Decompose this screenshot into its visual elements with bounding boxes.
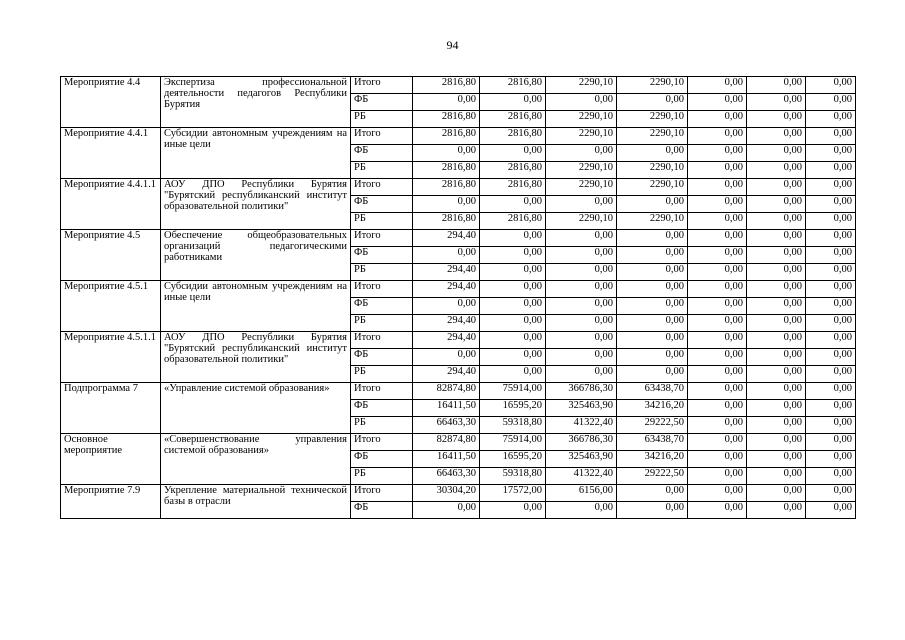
value-cell: 34216,20 (617, 400, 688, 417)
value-cell: 0,00 (806, 128, 856, 145)
value-cell: 63438,70 (617, 434, 688, 451)
value-cell: 0,00 (546, 315, 617, 332)
value-cell: 0,00 (480, 349, 546, 366)
value-cell: 2290,10 (617, 162, 688, 179)
value-cell: 0,00 (806, 298, 856, 315)
value-cell: 0,00 (546, 502, 617, 519)
value-cell: 0,00 (617, 145, 688, 162)
value-cell: 0,00 (480, 247, 546, 264)
source-cell: РБ (351, 264, 413, 281)
value-cell: 0,00 (688, 111, 747, 128)
value-cell: 0,00 (688, 400, 747, 417)
value-cell: 0,00 (688, 315, 747, 332)
value-cell: 2816,80 (480, 128, 546, 145)
value-cell: 2816,80 (413, 162, 480, 179)
source-cell: ФБ (351, 145, 413, 162)
value-cell: 294,40 (413, 332, 480, 349)
status-cell: Мероприятие 7.9 (61, 485, 161, 519)
value-cell: 0,00 (617, 315, 688, 332)
value-cell: 0,00 (806, 366, 856, 383)
value-cell: 0,00 (688, 145, 747, 162)
value-cell: 0,00 (806, 434, 856, 451)
source-cell: ФБ (351, 349, 413, 366)
value-cell: 0,00 (747, 451, 806, 468)
value-cell: 0,00 (480, 145, 546, 162)
table-row (61, 383, 856, 400)
source-cell: ФБ (351, 400, 413, 417)
value-cell: 0,00 (546, 281, 617, 298)
value-cell: 0,00 (747, 332, 806, 349)
value-cell: 2290,10 (546, 179, 617, 196)
value-cell: 294,40 (413, 366, 480, 383)
value-cell: 0,00 (617, 281, 688, 298)
value-cell: 0,00 (617, 485, 688, 502)
value-cell: 2816,80 (413, 128, 480, 145)
value-cell: 66463,30 (413, 417, 480, 434)
value-cell: 2816,80 (480, 111, 546, 128)
value-cell: 0,00 (747, 230, 806, 247)
source-cell: Итого (351, 128, 413, 145)
table-row (61, 179, 856, 196)
value-cell: 0,00 (806, 502, 856, 519)
value-cell: 2290,10 (546, 128, 617, 145)
value-cell: 0,00 (688, 128, 747, 145)
value-cell: 0,00 (688, 179, 747, 196)
value-cell: 0,00 (480, 264, 546, 281)
name-cell: АОУ ДПО Республики Бурятия "Бурятский республиканский институт образовательной политики" (161, 332, 351, 383)
source-cell: Итого (351, 332, 413, 349)
value-cell: 0,00 (747, 77, 806, 94)
value-cell: 2290,10 (546, 213, 617, 230)
value-cell: 0,00 (688, 451, 747, 468)
value-cell: 2290,10 (617, 213, 688, 230)
value-cell: 0,00 (688, 162, 747, 179)
table-row (61, 230, 856, 247)
source-cell: ФБ (351, 247, 413, 264)
value-cell: 0,00 (688, 247, 747, 264)
value-cell: 0,00 (747, 128, 806, 145)
value-cell: 0,00 (617, 298, 688, 315)
value-cell: 0,00 (480, 332, 546, 349)
value-cell: 0,00 (688, 332, 747, 349)
value-cell: 0,00 (688, 349, 747, 366)
value-cell: 0,00 (546, 264, 617, 281)
name-cell: Обеспечение общеобразовательных организаций педагогическими работниками (161, 230, 351, 281)
value-cell: 0,00 (747, 247, 806, 264)
value-cell: 16411,50 (413, 451, 480, 468)
value-cell: 0,00 (546, 145, 617, 162)
value-cell: 0,00 (747, 213, 806, 230)
value-cell: 294,40 (413, 230, 480, 247)
value-cell: 0,00 (688, 298, 747, 315)
source-cell: РБ (351, 162, 413, 179)
value-cell: 16411,50 (413, 400, 480, 417)
value-cell: 0,00 (688, 485, 747, 502)
value-cell: 16595,20 (480, 451, 546, 468)
value-cell: 0,00 (747, 111, 806, 128)
value-cell: 0,00 (413, 349, 480, 366)
value-cell: 325463,90 (546, 451, 617, 468)
value-cell: 0,00 (747, 366, 806, 383)
source-cell: РБ (351, 315, 413, 332)
value-cell: 75914,00 (480, 383, 546, 400)
table-body (61, 77, 856, 519)
value-cell: 0,00 (480, 196, 546, 213)
value-cell: 41322,40 (546, 417, 617, 434)
value-cell: 0,00 (413, 145, 480, 162)
value-cell: 0,00 (617, 332, 688, 349)
value-cell: 0,00 (747, 179, 806, 196)
status-cell: Мероприятие 4.5 (61, 230, 161, 281)
value-cell: 0,00 (747, 400, 806, 417)
status-cell: Подпрограмма 7 (61, 383, 161, 434)
value-cell: 2290,10 (546, 77, 617, 94)
value-cell: 0,00 (617, 264, 688, 281)
value-cell: 0,00 (688, 94, 747, 111)
value-cell: 0,00 (617, 230, 688, 247)
name-cell: АОУ ДПО Республики Бурятия "Бурятский республиканский институт образовательной политики" (161, 179, 351, 230)
value-cell: 0,00 (747, 434, 806, 451)
value-cell: 0,00 (688, 264, 747, 281)
value-cell: 0,00 (747, 264, 806, 281)
name-cell: Субсидии автономным учреждениям на иные цели (161, 128, 351, 179)
source-cell: РБ (351, 417, 413, 434)
value-cell: 82874,80 (413, 434, 480, 451)
table-row (61, 128, 856, 145)
value-cell: 2816,80 (413, 111, 480, 128)
value-cell: 2290,10 (546, 162, 617, 179)
table-row (61, 485, 856, 502)
value-cell: 0,00 (806, 400, 856, 417)
value-cell: 0,00 (806, 468, 856, 485)
value-cell: 82874,80 (413, 383, 480, 400)
value-cell: 0,00 (546, 247, 617, 264)
value-cell: 0,00 (688, 77, 747, 94)
value-cell: 2290,10 (617, 179, 688, 196)
page-number: 94 (446, 38, 459, 52)
value-cell: 0,00 (747, 281, 806, 298)
value-cell: 17572,00 (480, 485, 546, 502)
value-cell: 0,00 (806, 162, 856, 179)
value-cell: 0,00 (806, 417, 856, 434)
value-cell: 0,00 (747, 383, 806, 400)
source-cell: ФБ (351, 196, 413, 213)
table-row (61, 77, 856, 94)
source-cell: Итого (351, 434, 413, 451)
status-cell: Мероприятие 4.5.1 (61, 281, 161, 332)
value-cell: 0,00 (546, 230, 617, 247)
value-cell: 366786,30 (546, 383, 617, 400)
value-cell: 0,00 (806, 77, 856, 94)
value-cell: 0,00 (747, 145, 806, 162)
source-cell: Итого (351, 77, 413, 94)
source-cell: Итого (351, 485, 413, 502)
value-cell: 0,00 (747, 485, 806, 502)
table-row (61, 281, 856, 298)
source-cell: ФБ (351, 94, 413, 111)
value-cell: 0,00 (747, 94, 806, 111)
source-cell: РБ (351, 366, 413, 383)
name-cell: «Управление системой образования» (161, 383, 351, 434)
value-cell: 0,00 (688, 502, 747, 519)
value-cell: 59318,80 (480, 468, 546, 485)
value-cell: 0,00 (806, 196, 856, 213)
name-cell: Укрепление материальной технической базы в отрасли (161, 485, 351, 519)
source-cell: РБ (351, 468, 413, 485)
value-cell: 0,00 (480, 315, 546, 332)
value-cell: 0,00 (806, 485, 856, 502)
source-cell: Итого (351, 179, 413, 196)
source-cell: ФБ (351, 298, 413, 315)
value-cell: 75914,00 (480, 434, 546, 451)
value-cell: 325463,90 (546, 400, 617, 417)
value-cell: 0,00 (546, 298, 617, 315)
value-cell: 2290,10 (617, 128, 688, 145)
value-cell: 0,00 (806, 94, 856, 111)
value-cell: 0,00 (806, 264, 856, 281)
value-cell: 0,00 (413, 94, 480, 111)
value-cell: 0,00 (806, 315, 856, 332)
status-cell: Мероприятие 4.4.1.1 (61, 179, 161, 230)
value-cell: 0,00 (688, 417, 747, 434)
source-cell: Итого (351, 281, 413, 298)
value-cell: 0,00 (413, 502, 480, 519)
value-cell: 0,00 (480, 502, 546, 519)
value-cell: 0,00 (747, 298, 806, 315)
value-cell: 294,40 (413, 281, 480, 298)
value-cell: 2816,80 (480, 179, 546, 196)
value-cell: 0,00 (747, 502, 806, 519)
value-cell: 0,00 (480, 298, 546, 315)
value-cell: 0,00 (688, 383, 747, 400)
value-cell: 0,00 (546, 94, 617, 111)
value-cell: 0,00 (546, 366, 617, 383)
value-cell: 0,00 (806, 281, 856, 298)
value-cell: 0,00 (617, 247, 688, 264)
value-cell: 0,00 (617, 196, 688, 213)
table-row (61, 434, 856, 451)
source-cell: Итого (351, 230, 413, 247)
status-cell: Мероприятие 4.4.1 (61, 128, 161, 179)
value-cell: 0,00 (688, 196, 747, 213)
value-cell: 0,00 (617, 349, 688, 366)
value-cell: 0,00 (480, 366, 546, 383)
source-cell: Итого (351, 383, 413, 400)
value-cell: 0,00 (480, 230, 546, 247)
value-cell: 0,00 (806, 213, 856, 230)
value-cell: 16595,20 (480, 400, 546, 417)
value-cell: 0,00 (688, 281, 747, 298)
name-cell: «Совершенствование управления системой образования» (161, 434, 351, 485)
value-cell: 0,00 (747, 196, 806, 213)
value-cell: 0,00 (747, 468, 806, 485)
value-cell: 0,00 (480, 94, 546, 111)
value-cell: 0,00 (413, 247, 480, 264)
value-cell: 0,00 (806, 349, 856, 366)
value-cell: 0,00 (806, 383, 856, 400)
value-cell: 0,00 (688, 213, 747, 230)
name-cell: Субсидии автономным учреждениям на иные цели (161, 281, 351, 332)
source-cell: ФБ (351, 451, 413, 468)
value-cell: 41322,40 (546, 468, 617, 485)
value-cell: 294,40 (413, 264, 480, 281)
value-cell: 6156,00 (546, 485, 617, 502)
value-cell: 29222,50 (617, 417, 688, 434)
value-cell: 0,00 (747, 315, 806, 332)
value-cell: 2816,80 (480, 77, 546, 94)
value-cell: 0,00 (806, 145, 856, 162)
value-cell: 0,00 (688, 434, 747, 451)
value-cell: 2290,10 (546, 111, 617, 128)
value-cell: 0,00 (806, 230, 856, 247)
value-cell: 0,00 (413, 196, 480, 213)
value-cell: 0,00 (617, 502, 688, 519)
status-cell: Мероприятие 4.4 (61, 77, 161, 128)
value-cell: 2816,80 (413, 213, 480, 230)
value-cell: 0,00 (806, 332, 856, 349)
value-cell: 0,00 (546, 196, 617, 213)
value-cell: 0,00 (806, 451, 856, 468)
value-cell: 0,00 (688, 366, 747, 383)
value-cell: 0,00 (747, 417, 806, 434)
value-cell: 34216,20 (617, 451, 688, 468)
value-cell: 0,00 (806, 247, 856, 264)
value-cell: 2290,10 (617, 77, 688, 94)
value-cell: 2816,80 (413, 179, 480, 196)
status-cell: Основное мероприятие (61, 434, 161, 485)
value-cell: 0,00 (747, 349, 806, 366)
value-cell: 0,00 (806, 179, 856, 196)
value-cell: 59318,80 (480, 417, 546, 434)
value-cell: 0,00 (806, 111, 856, 128)
value-cell: 0,00 (617, 366, 688, 383)
budget-table (60, 76, 856, 519)
source-cell: РБ (351, 213, 413, 230)
source-cell: ФБ (351, 502, 413, 519)
source-cell: РБ (351, 111, 413, 128)
value-cell: 0,00 (747, 162, 806, 179)
value-cell: 0,00 (546, 349, 617, 366)
value-cell: 0,00 (617, 94, 688, 111)
table-row (61, 332, 856, 349)
value-cell: 2816,80 (480, 162, 546, 179)
value-cell: 29222,50 (617, 468, 688, 485)
value-cell: 0,00 (546, 332, 617, 349)
value-cell: 2816,80 (480, 213, 546, 230)
value-cell: 366786,30 (546, 434, 617, 451)
status-cell: Мероприятие 4.5.1.1 (61, 332, 161, 383)
value-cell: 66463,30 (413, 468, 480, 485)
name-cell: Экспертиза профессиональной деятельности педагогов Республики Бурятия (161, 77, 351, 128)
value-cell: 0,00 (688, 468, 747, 485)
value-cell: 63438,70 (617, 383, 688, 400)
value-cell: 30304,20 (413, 485, 480, 502)
value-cell: 0,00 (413, 298, 480, 315)
value-cell: 0,00 (480, 281, 546, 298)
value-cell: 2290,10 (617, 111, 688, 128)
value-cell: 0,00 (688, 230, 747, 247)
value-cell: 294,40 (413, 315, 480, 332)
value-cell: 2816,80 (413, 77, 480, 94)
